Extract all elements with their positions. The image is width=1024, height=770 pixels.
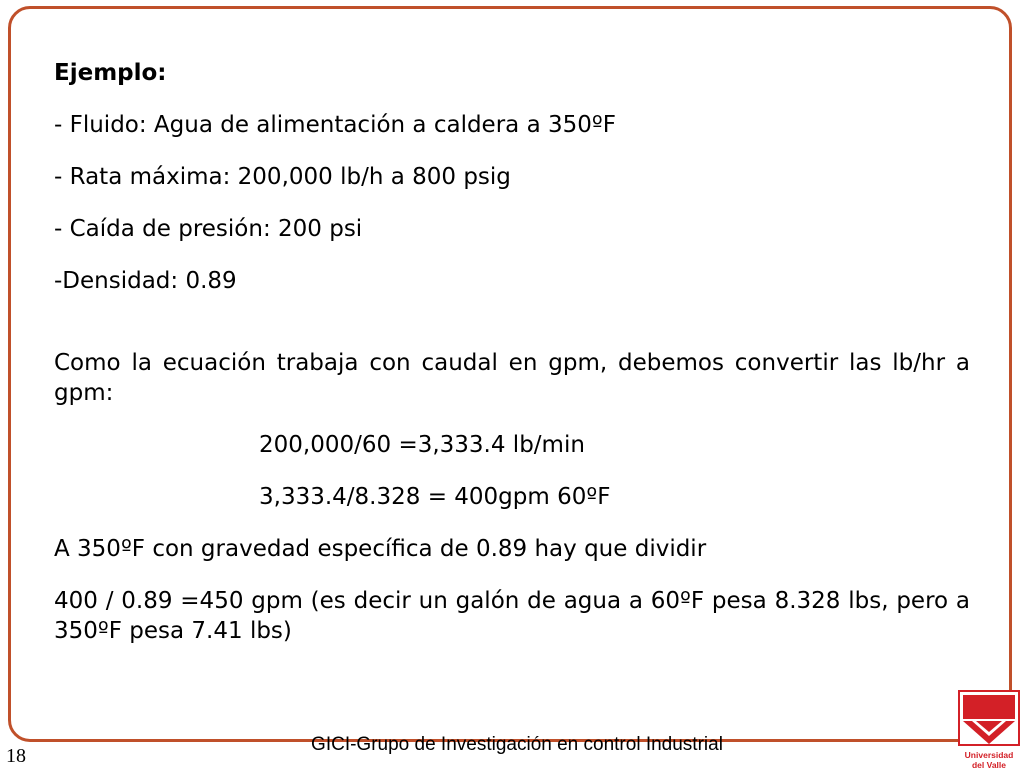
slide-content bbox=[54, 58, 970, 646]
calculation-lb-min: 200,000/60 =3,333.4 lb/min bbox=[259, 432, 585, 458]
bullet-pressure-drop: - Caída de presión: 200 psi bbox=[54, 216, 363, 242]
bullet-density: -Densidad: 0.89 bbox=[54, 268, 237, 294]
footer-text: GICI-Grupo de Investigación en control Industrial bbox=[311, 734, 723, 755]
page-number: 18 bbox=[6, 745, 26, 767]
bullet-fluid: - Fluido: Agua de alimentación a caldera a 350ºF bbox=[54, 112, 616, 138]
paragraph-conversion: Como la ecuación trabaja con caudal en gpm, debemos convertir las lb/hr a gpm: bbox=[54, 350, 970, 406]
slide-title: Ejemplo: bbox=[54, 60, 167, 86]
paragraph-result: 400 / 0.89 =450 gpm (es decir un galón de agua a 60ºF pesa 8.328 lbs, pero a 350ºF pesa 7.41 lbs) bbox=[54, 588, 970, 644]
calculation-gpm: 3,333.4/8.328 = 400gpm 60ºF bbox=[259, 484, 611, 510]
bullet-max-rate: - Rata máxima: 200,000 lb/h a 800 psig bbox=[54, 164, 511, 190]
logo-text-line1: Universidad bbox=[964, 750, 1014, 760]
university-logo-icon bbox=[958, 690, 1020, 746]
university-logo bbox=[958, 690, 1020, 770]
paragraph-specific-gravity: A 350ºF con gravedad específica de 0.89 hay que dividir bbox=[54, 536, 707, 562]
logo-text-line2: del Valle bbox=[971, 760, 1007, 770]
